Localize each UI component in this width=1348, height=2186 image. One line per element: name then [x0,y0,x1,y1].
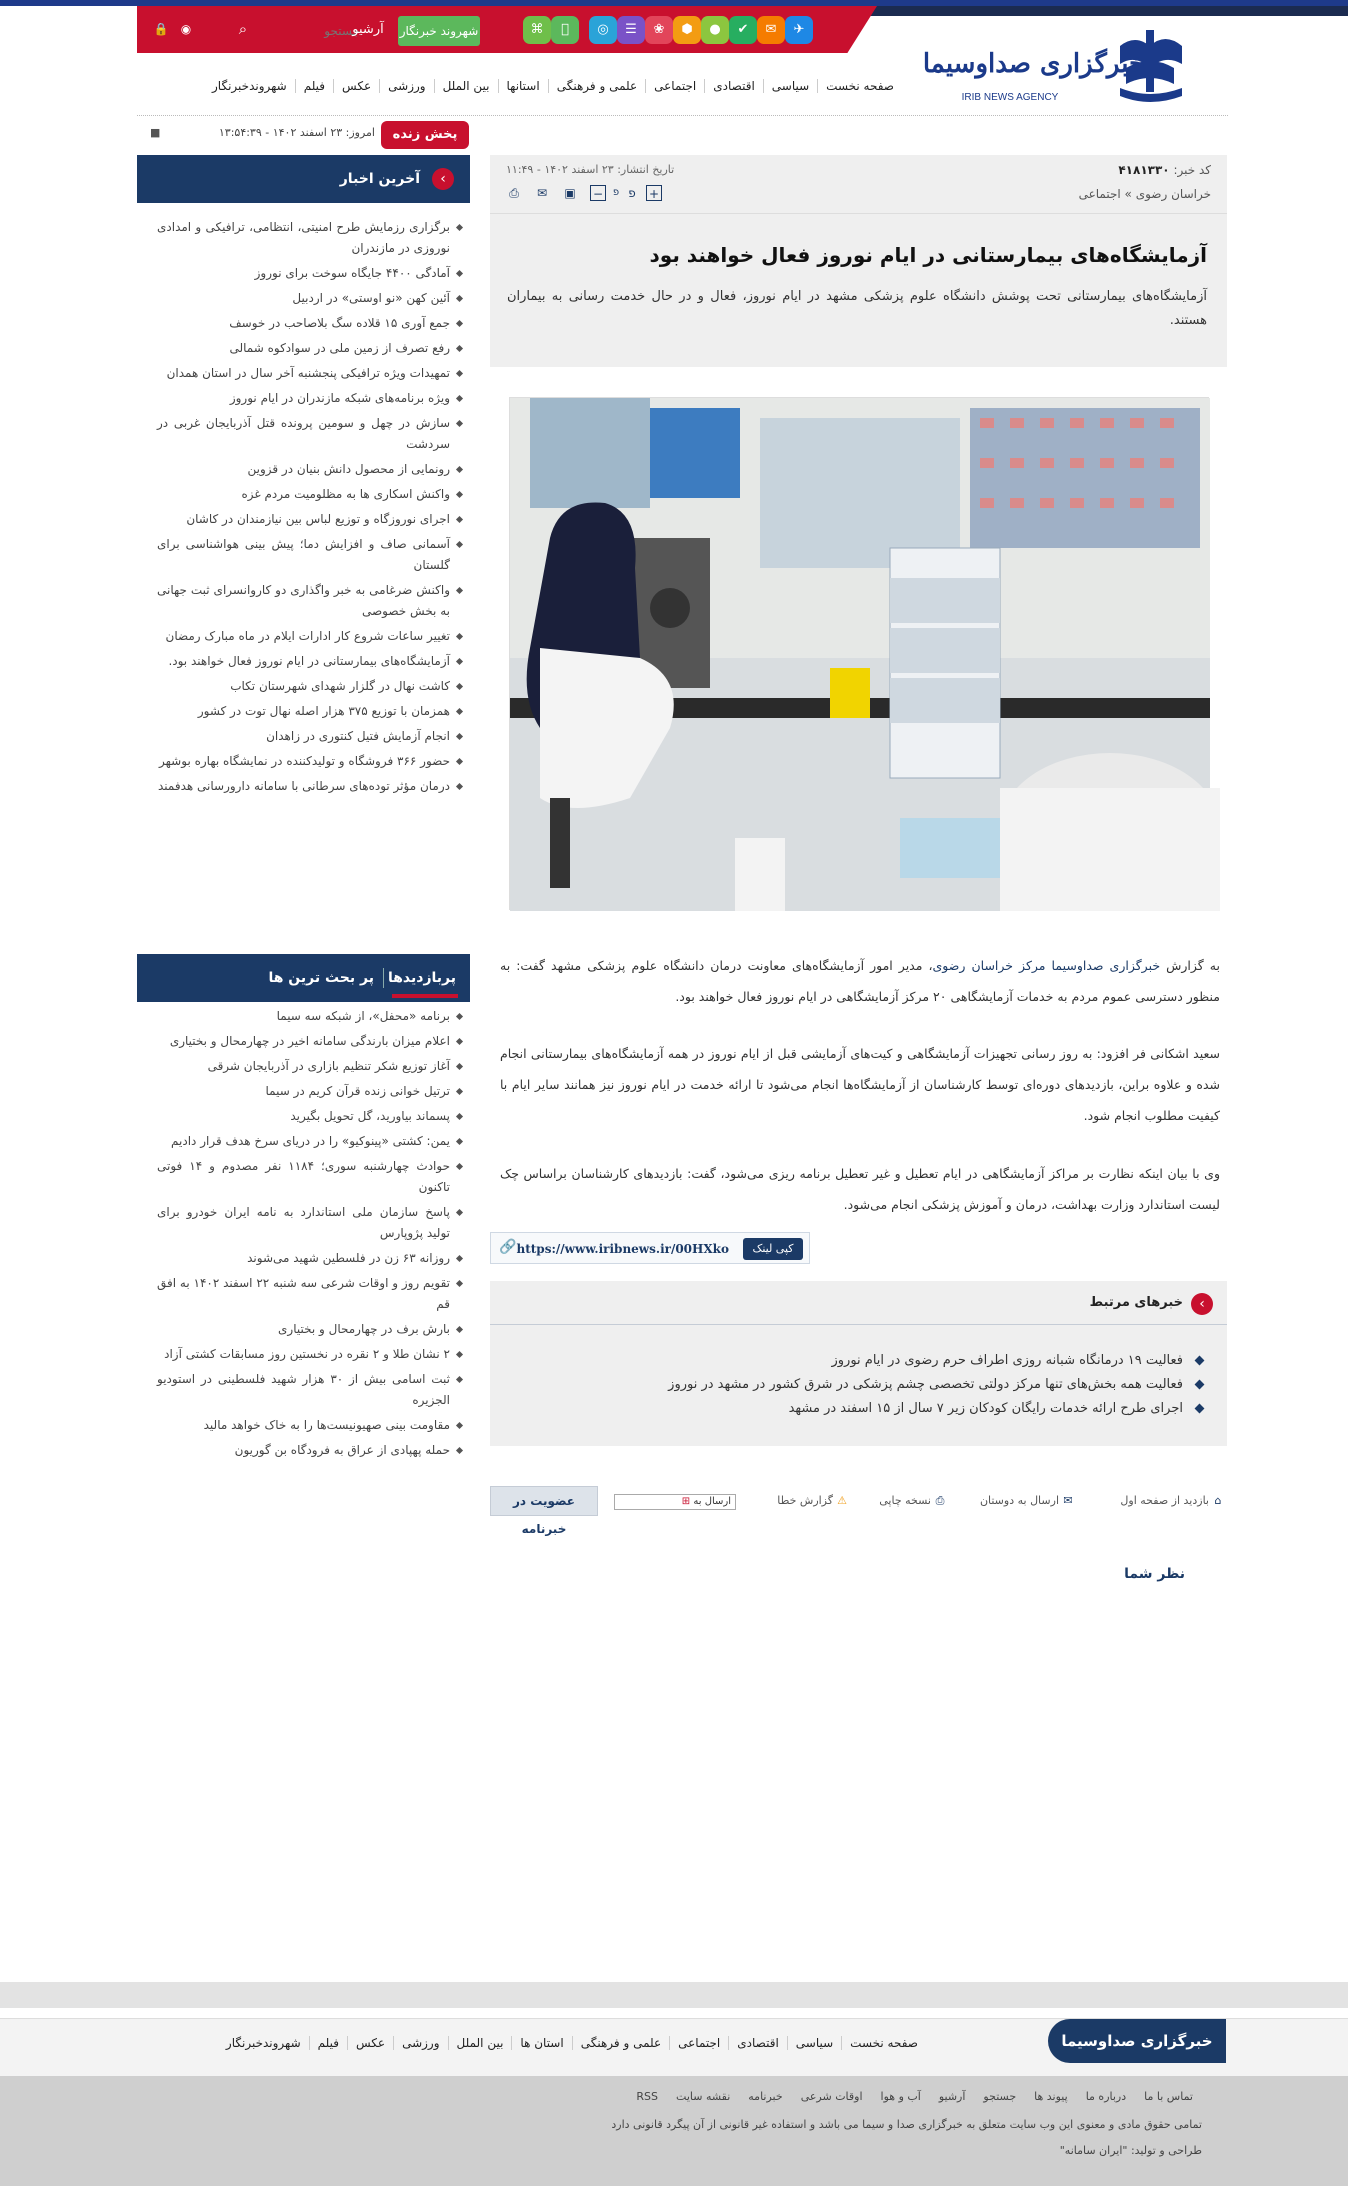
list-item[interactable]: حضور ۳۶۶ فروشگاه و تولیدکننده در نمایشگاه بهاره بوشهر [137,749,470,774]
footer-nav [0,2018,1348,2076]
article-paragraph-2: سعید اشکانی فر افزود: به روز رسانی تجهیزات آزمایشگاهی و کیت‌های آزمایشی قبل از ایام نوروز در همه آزمایشگاه‌های بیمارستانی انجام شده و علاوه براین، بازدیدهای دوره‌ای توسط کارشناسان از آزمایشگاه‌ها انجام می‌شود تا ارائه خدمت در ایام نوروز نیز همانند سایر ایام با کیفیت مطلوب انجام شود. [500,1046,1220,1123]
plus-square-icon: ⊞ [681,1496,691,1507]
short-link-box [490,1232,810,1264]
list-item[interactable]: بارش برف در چهارمحال و بختیاری [137,1317,470,1342]
nav-item-film[interactable]: فیلم [295,79,333,93]
newsletter-subscribe-button[interactable]: عضویت در خبرنامه [490,1486,598,1516]
article-paragraph-1 [500,950,1220,1012]
footer-nav-item[interactable]: اقتصادی [728,2036,787,2050]
live-stream-button[interactable]: پخش زنده [381,121,469,149]
para1-prefix: به گزارش [1166,958,1220,973]
citizen-reporter-button[interactable]: شهروند خبرنگار [398,16,480,46]
list-item[interactable]: مقاومت بینی صهیونیست‌ها را به خاک خواهد مالید [137,1413,470,1438]
list-item[interactable]: آزمایشگاه‌های بیمارستانی در ایام نوروز فعال خواهند بود. [137,649,470,674]
irib-emblem-icon [922,24,1205,109]
font-increase-icon[interactable]: + [646,185,662,201]
archive-button[interactable]: آرشیو [352,22,384,37]
article-paragraph-3: وی با بیان اینکه نظارت بر مراکز آزمایشگاهی در ایام تعطیل و غیر تعطیل برنامه ریزی می‌شود، گفت: بازدیدهای کارشناسان براساس چک لیست استاندارد وزارت بهداشت، درمان و آموزش پزشکی انجام می‌شود. [500,1166,1220,1212]
list-item[interactable]: آسمانی صاف و افزایش دما؛ پیش بینی هواشناسی برای گلستان [137,532,470,578]
ios-app-icon[interactable] [551,16,579,44]
list-item[interactable]: رونمایی از محصول دانش بنیان در قزوین [137,457,470,482]
popular-tabs-header [137,954,470,1002]
nav-item-economy[interactable]: اقتصادی [704,79,763,93]
rss-icon[interactable]: ◉ [180,22,192,36]
print-version-link[interactable] [879,1486,949,1516]
footer-link[interactable]: اوقات شرعی [800,2090,863,2103]
list-item[interactable]: انجام آزمایش فتیل کنتوری در زاهدان [137,724,470,749]
short-link-url[interactable]: https://www.iribnews.ir/00HXko [516,1242,729,1256]
tab-most-discussed[interactable]: پر بحث ترین ها [268,970,374,986]
footer-link[interactable]: درباره ما [1085,2090,1127,2103]
clock-icon: ■ [150,126,161,139]
list-item[interactable]: تغییر ساعات شروع کار ادارات ایلام در ماه مبارک رمضان [137,624,470,649]
home-visit-label: بازدید از صفحه اول [1120,1494,1209,1507]
list-item[interactable]: پاسخ سازمان ملی استاندارد به نامه ایران خودرو برای تولید پژوپارس [137,1200,470,1246]
para1-rest: ، مدیر امور آزمایشگاه‌های معاونت درمان دانشگاه علوم پزشکی مشهد گفت: به منظور دسترسی عموم مردم به خدمات آزمایشگاهی ۲۰ مرکز آزمایشگاهی در ایام نوروز فعال خواهند بود. [500,958,1220,1004]
email-icon[interactable]: ✉ [536,186,548,200]
chevron-left-icon[interactable]: ‹ [432,168,454,190]
related-news-list [507,1349,1207,1421]
messenger-app-icon-4[interactable]: ⬢ [673,16,701,44]
nav-item-society[interactable]: اجتماعی [645,79,704,93]
list-item[interactable]: ۲ نشان طلا و ۲ نقره در نخستین روز مسابقات کشتی آزاد [137,1342,470,1367]
news-code [1118,163,1211,177]
list-item[interactable]: فعالیت ۱۹ درمانگاه شبانه روزی اطراف حرم رضوی در ایام نوروز [507,1349,1207,1373]
report-error-label: گزارش خطا [777,1494,833,1507]
list-item[interactable]: جمع آوری ۱۵ قلاده سگ بلاصاحب در خوسف [137,311,470,336]
font-small-icon[interactable]: פ [612,187,620,198]
list-item[interactable]: همزمان با توزیع ۳۷۵ هزار اصله نهال توت در کشور [137,699,470,724]
print-label: نسخه چاپی [879,1494,931,1507]
nav-item-home[interactable]: صفحه نخست [817,79,902,93]
related-news-title: خبرهای مرتبط [1089,1295,1183,1310]
tab-separator [383,968,384,988]
nav-item-citizen-reporter[interactable]: شهروندخبرنگار [212,79,287,93]
latest-news-header [137,155,470,203]
footer-link[interactable]: پیوند ها [1034,2090,1068,2103]
messenger-app-icon-6[interactable]: ✔ [729,16,757,44]
nav-item-provinces[interactable]: استانها [498,79,548,93]
nav-item-international[interactable]: بین الملل [434,79,498,93]
latest-news-list [137,215,470,799]
breadcrumb[interactable]: خراسان رضوی » اجتماعی [1078,187,1211,201]
printer-icon: ⎙ [935,1494,945,1507]
list-item[interactable]: واکنش ضرغامی به خبر واگذاری دو کاروانسرای ثبت جهانی به بخش خصوصی [137,578,470,624]
messenger-app-icon-5[interactable]: ● [701,16,729,44]
footer-links [302,2090,1202,2103]
messenger-app-icon-1[interactable]: ◎ [589,16,617,44]
tab-most-viewed[interactable]: پربازدیدها [387,970,456,986]
list-item[interactable]: حمله پهپادی از عراق به فرودگاه بن گوریون [137,1438,470,1463]
article-tools [506,185,666,203]
footer-nav-item[interactable]: شهروندخبرنگار [225,2036,301,2050]
article-actions [490,1486,1227,1516]
list-item[interactable]: اجرای نوروزگاه و توزیع لباس بین نیازمندان در کاشان [137,507,470,532]
font-decrease-icon[interactable]: − [590,185,606,201]
footer-nav-item[interactable]: عکس [347,2036,393,2050]
list-item[interactable]: یمن: کشتی «پینوکیو» را در دریای سرخ هدف قرار دادیم [137,1129,470,1154]
lock-icon[interactable]: 🔒 [153,22,169,36]
list-item[interactable]: اعلام میزان بارندگی سامانه اخیر در چهارمحال و بختیاری [137,1029,470,1054]
today-date [150,126,375,144]
list-item[interactable]: سازش در چهل و سومین پرونده قتل آذربایجان غربی در سردشت [137,411,470,457]
footer-link[interactable]: نقشه سایت [676,2090,731,2103]
nav-item-sports[interactable]: ورزشی [379,79,433,93]
list-item[interactable]: برگزاری رزمایش طرح امنیتی، انتظامی، ترافیکی و امدادی نوروزی در مازندران [137,215,470,261]
footer-link[interactable]: RSS [636,2090,659,2103]
home-visit-link[interactable] [1120,1486,1227,1516]
producer-credit: طراحی و تولید: "ایران سامانه" [1059,2144,1202,2157]
list-item[interactable]: آئین کهن «نو اوستی» در اردبیل [137,286,470,311]
footer-link[interactable]: جستجو [983,2090,1017,2103]
footer-nav-item[interactable]: علمی و فرهنگی [572,2036,669,2050]
related-news-header [490,1281,1227,1325]
nav-item-science-culture[interactable]: علمی و فرهنگی [548,79,645,93]
send-to-friends-link[interactable] [980,1486,1077,1516]
send-to-dropdown[interactable] [614,1494,736,1510]
publish-date: تاریخ انتشار: ۲۳ اسفند ۱۴۰۲ - ۱۱:۴۹ [506,163,675,176]
footer-nav-item[interactable]: استان ها [511,2036,571,2050]
list-item[interactable]: اجرای طرح ارائه خدمات رایگان کودکان زیر ۷ سال از ۱۵ اسفند در مشهد [507,1397,1207,1421]
nav-item-photo[interactable]: عکس [333,79,379,93]
list-item[interactable]: تمهیدات ویژه ترافیکی پنجشنبه آخر سال در استان همدان [137,361,470,386]
comments-title: نظر شما [1124,1566,1185,1582]
logo-subtitle: IRIB NEWS AGENCY [961,92,1059,103]
news-code-label: کد خبر: [1173,163,1211,177]
list-item[interactable]: ثبت اسامی بیش از ۳۰ هزار شهید فلسطینی در استودیو الجزیره [137,1367,470,1413]
list-item[interactable]: کاشت نهال در گلزار شهدای شهرستان تکاب [137,674,470,699]
footer-link[interactable]: آب و هوا [880,2090,921,2103]
footer-nav-item[interactable]: صفحه نخست [841,2036,926,2050]
messenger-app-icon-7[interactable]: ✉ [757,16,785,44]
top-dark-strip [860,6,1348,16]
messenger-app-icon-2[interactable]: ☰ [617,16,645,44]
footer-nav-list [225,2033,926,2053]
footer-nav-item[interactable]: سیاسی [787,2036,841,2050]
list-item[interactable]: پسماند بیاورید، گل تحویل بگیرید [137,1104,470,1129]
list-item[interactable]: فعالیت همه بخش‌های تنها مرکز دولتی تخصصی چشم پزشکی در شرق کشور در مشهد در نوروز [507,1373,1207,1397]
save-icon[interactable]: ▣ [564,186,576,200]
search-icon[interactable]: ⌕ [238,20,248,38]
footer-link[interactable]: آرشیو [938,2090,966,2103]
footer-bottom [0,2076,1348,2186]
article-title: آزمایشگاه‌های بیمارستانی در ایام نوروز فعال خواهند بود [649,243,1207,267]
send-to-friends-label: ارسال به دوستان [979,1494,1059,1507]
send-to-label: ارسال به [693,1496,731,1507]
print-icon[interactable]: ⎙ [509,186,519,200]
list-item[interactable]: واکنش اسکاری ها به مظلومیت مردم غزه [137,482,470,507]
main-nav [212,72,902,100]
envelope-icon: ✉ [1063,1494,1073,1507]
copyright-text: تمامی حقوق مادی و معنوی این وب سایت متعلق به خبرگزاری صدا و سیما می باشد و استفاده غیر قانونی از آن پیگرد قانونی دارد [611,2118,1202,2131]
latest-news-title: آخرین اخبار [339,171,420,187]
source-link[interactable]: خبرگزاری صداوسیما مرکز خراسان رضوی [932,958,1161,973]
active-tab-indicator [392,994,458,998]
news-code-value: ۴۱۸۱۳۳۰ [1118,163,1170,177]
footer-logo[interactable]: خبرگزاری صداوسیما [1048,2019,1226,2063]
list-item[interactable]: حوادث چهارشنبه سوری؛ ۱۱۸۴ نفر مصدوم و ۱۴ فوتی تاکنون [137,1154,470,1200]
footer-top-strip [0,1982,1348,2008]
copy-link-button[interactable]: کپی لینک [743,1238,803,1260]
list-item[interactable]: رفع تصرف از زمین ملی در سوادکوه شمالی [137,336,470,361]
most-viewed-list [137,1004,470,1463]
footer-nav-item[interactable]: بین الملل [448,2036,512,2050]
list-item[interactable]: برنامه «محفل»، از شبکه سه سیما [137,1004,470,1029]
messenger-app-icon-8[interactable]: ✈ [785,16,813,44]
report-error-link[interactable] [777,1486,851,1516]
home-icon: ⌂ [1214,1494,1222,1507]
nav-divider [137,115,1228,116]
site-logo[interactable] [922,24,1205,109]
list-item[interactable]: درمان مؤثر توده‌های سرطانی با سامانه دارورسانی هدفمند [137,774,470,799]
footer-nav-item[interactable]: ورزشی [393,2036,447,2050]
messenger-app-icon-3[interactable]: ❀ [645,16,673,44]
logo-wordmark: خبرگزاری صداوسیما [922,49,1146,79]
list-item[interactable]: ترتیل خوانی زنده قرآن کریم در سیما [137,1079,470,1104]
lab-photo-illustration [510,398,1210,911]
related-news [490,1281,1227,1446]
nav-item-politics[interactable]: سیاسی [763,79,817,93]
article-header [490,155,1227,367]
footer-link[interactable]: خبرنامه [748,2090,783,2103]
link-icon: 🔗 [499,1239,517,1255]
warning-icon: ⚠ [837,1494,847,1507]
article-lead: آزمایشگاه‌های بیمارستانی تحت پوشش دانشگاه علوم پزشکی مشهد در ایام نوروز، فعال و در حال خدمت رسانی به بیماران هستند. [507,289,1207,328]
article-photo [509,397,1209,910]
list-item[interactable]: روزانه ۶۳ زن در فلسطین شهید می‌شوند [137,1246,470,1271]
list-item[interactable]: آمادگی ۴۴۰۰ جایگاه سوخت برای نوروز [137,261,470,286]
font-large-icon[interactable]: פ [628,186,636,200]
footer-nav-item[interactable]: اجتماعی [669,2036,728,2050]
android-app-icon[interactable]: ⌘ [523,16,551,44]
list-item[interactable]: تقویم روز و اوقات شرعی سه شنبه ۲۲ اسفند ۱۴۰۲ به افق قم [137,1271,470,1317]
search-input[interactable] [270,18,360,44]
list-item[interactable]: آغاز توزیع شکر تنظیم بازاری در آذربایجان شرقی [137,1054,470,1079]
header-divider [490,213,1227,214]
chevron-left-icon[interactable]: ‹ [1191,1293,1213,1315]
list-item[interactable]: ویژه برنامه‌های شبکه مازندران در ایام نوروز [137,386,470,411]
footer-link[interactable]: تماس با ما [1144,2090,1193,2103]
footer-nav-item[interactable]: فیلم [309,2036,347,2050]
today-date-text: امروز: ۲۳ اسفند ۱۴۰۲ - ۱۳:۵۴:۳۹ [218,126,375,139]
